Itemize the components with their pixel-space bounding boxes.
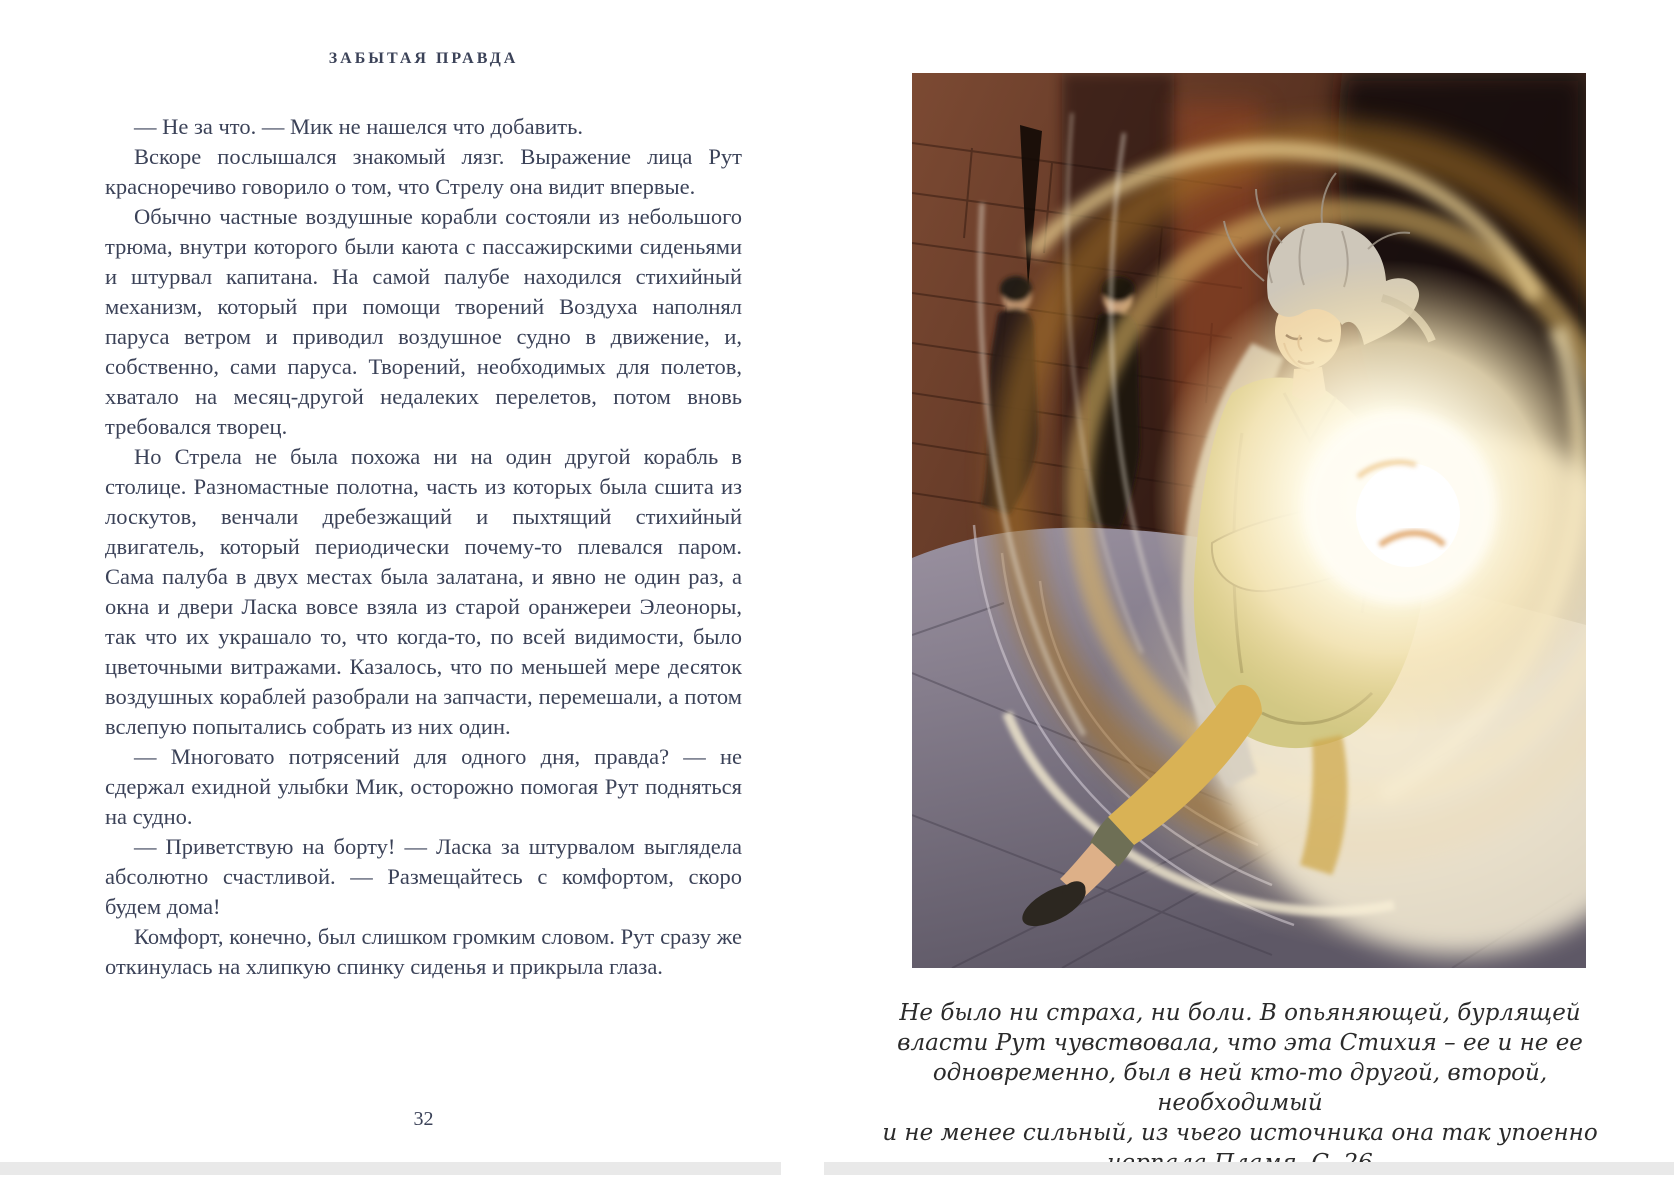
caption-line: Не было ни страха, ни боли. В опьяняющей, бурлящей — [899, 1000, 1581, 1026]
body-text — [105, 112, 742, 982]
paragraph: Вскоре послышался знакомый лязг. Выражение лица Рут красноречиво говорило о том, что Стрелу она видит впервые. — [105, 144, 742, 199]
paragraph: Но Стрела не была похожа ни на один другой корабль в столице. Разномастные полотна, часть из которых была сшита из лоскутов, венчали дребезжащий и пыхтящий стихийный двигатель, который периодически почему-то плевался паром. Сама палуба в двух местах была залатана, и явно не один раз, а окна и двери Ласка вовсе взяла из старой оранжереи Элеоноры, так что их украшало то, что когда-то, по всей видимости, было цветочными витражами. Казалось, что по меньшей мере десяток воздушных кораблей разобрали на запчасти, перемешали, а потом вслепую попытались собрать из них один. — [105, 444, 742, 739]
caption-line: власти Рут чувствовала, что эта Стихия – ее и не ее — [897, 1030, 1583, 1056]
paragraph: — Не за что. — Мик не нашелся что добавить. — [134, 114, 583, 139]
next-page-edge-left — [0, 1162, 781, 1175]
next-page-edge-right — [824, 1162, 1674, 1175]
paragraph: Комфорт, конечно, был слишком громким словом. Рут сразу же откинулась на хлипкую спинку сиденья и прикрыла глаза. — [105, 924, 742, 979]
caption-line: одновременно, был в ней кто-то другой, второй, необходимый — [932, 1060, 1548, 1116]
running-head: ЗАБЫТАЯ ПРАВДА — [328, 50, 519, 67]
page-number: 32 — [413, 1108, 434, 1130]
paragraph: — Многовато потрясений для одного дня, правда? — не сдержал ехидной улыбки Мик, осторожно помогая Рут подняться на судно. — [105, 744, 742, 829]
caption-line: и не менее сильный, из чьего источника она так упоенно — [882, 1120, 1598, 1146]
illustration-caption — [850, 998, 1630, 1178]
left-page — [105, 50, 742, 1130]
illustration-art — [912, 73, 1586, 968]
illustration — [912, 73, 1586, 968]
paragraph: Обычно частные воздушные корабли состояли из небольшого трюма, внутри которого были каюта с пассажирскими сиденьями и штурвал капитана. На самой палубе находился стихийный механизм, который при помощи творений Воздуха наполнял паруса ветром и приводил воздушное судно в движение, и, собственно, сами паруса. Творений, необходимых для полетов, хватало на месяц-другой недалеких перелетов, потом вновь требовался творец. — [105, 204, 742, 439]
paragraph: — Приветствую на борту! — Ласка за штурвалом выглядела абсолютно счастливой. — Размещайтесь с комфортом, скоро будем дома! — [105, 834, 742, 919]
